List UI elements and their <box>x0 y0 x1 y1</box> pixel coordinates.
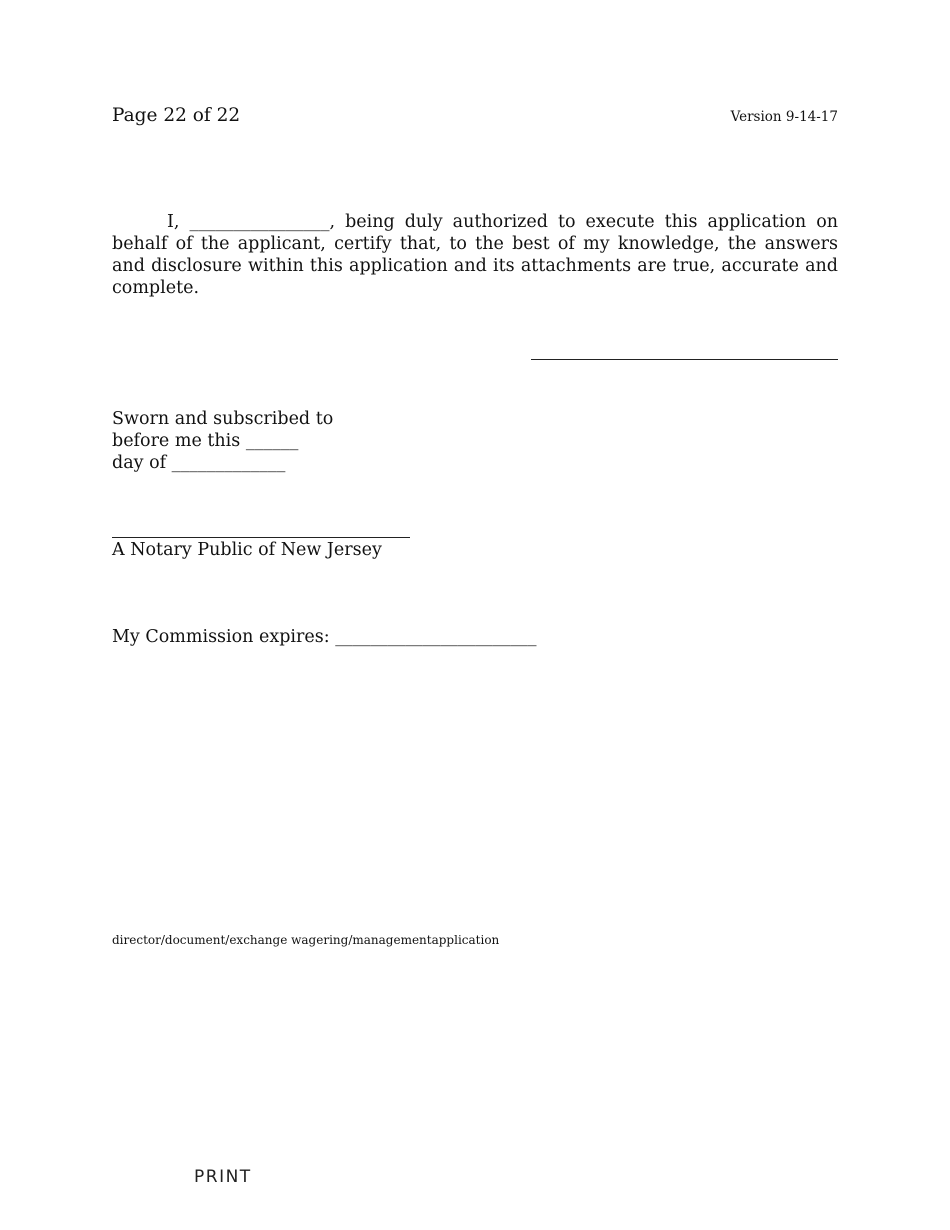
commission-expiry: My Commission expires: _______________________ <box>112 627 537 647</box>
certification-paragraph <box>112 211 838 299</box>
notary-signature-line <box>112 537 410 538</box>
sworn-block <box>112 408 333 474</box>
notary-label: A Notary Public of New Jersey <box>112 540 382 560</box>
signature-line <box>531 359 838 360</box>
certification-text: , being duly authorized to execute this application on behalf of the applicant, certify that, to the best of my knowledge, the answers and disclosure within this application and its attachments are true, accurate and complete. <box>112 212 839 298</box>
certification-prefix: I, <box>167 212 190 232</box>
document-path: director/document/exchange wagering/managementapplication <box>112 933 500 947</box>
print-button[interactable]: PRINT <box>186 1164 260 1190</box>
version-label: Version 9-14-17 <box>730 109 838 125</box>
sworn-line-3: day of _____________ <box>112 453 286 473</box>
page-number: Page 22 of 22 <box>112 105 241 126</box>
sworn-line-2: before me this ______ <box>112 431 299 451</box>
name-blank: ________________ <box>189 212 330 232</box>
sworn-line-1: Sworn and subscribed to <box>112 409 334 429</box>
